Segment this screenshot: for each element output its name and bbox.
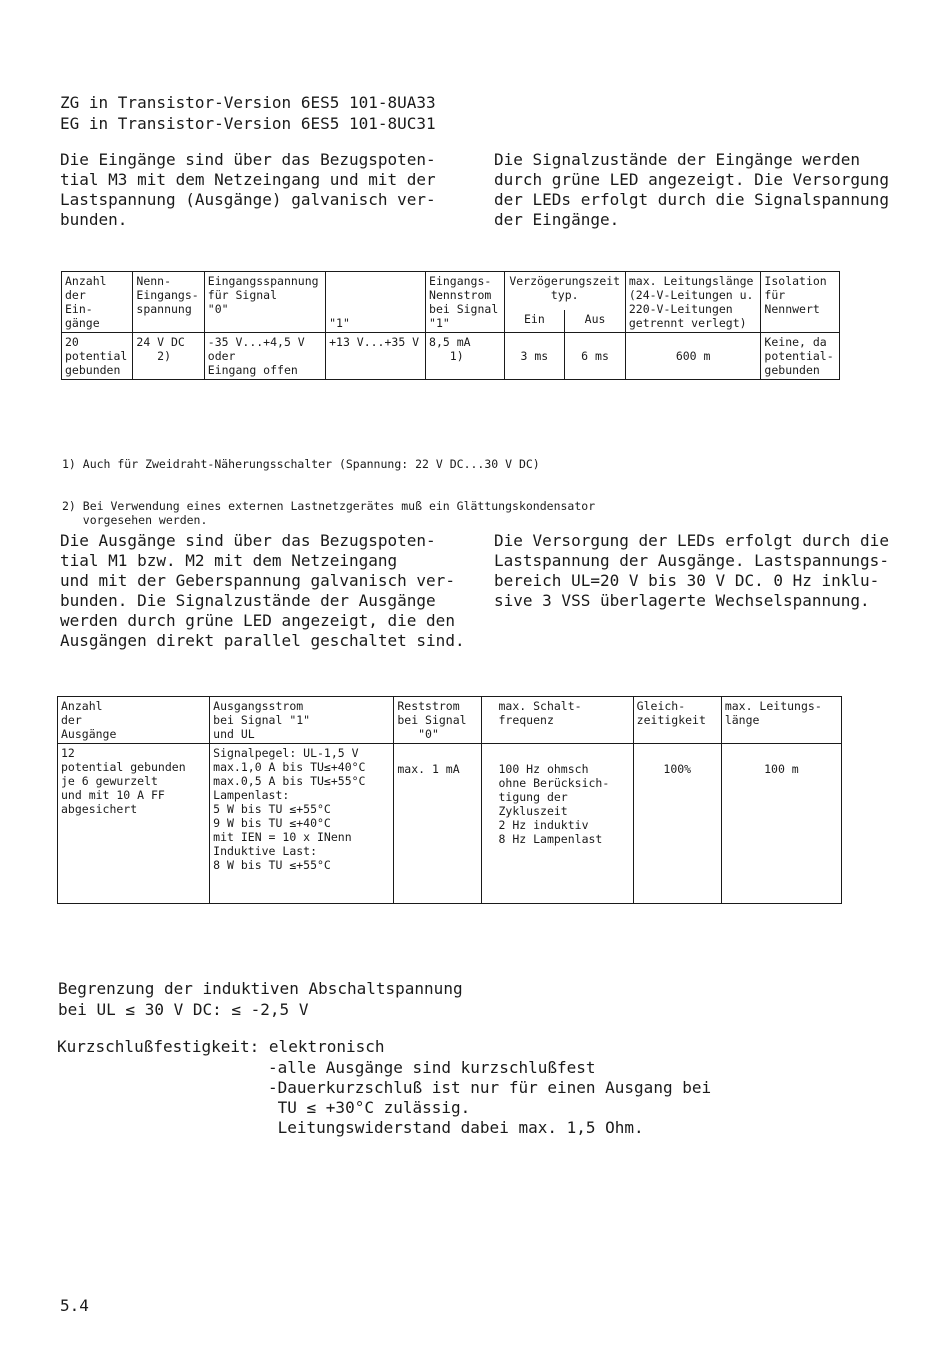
outputs-spec-table <box>57 696 842 904</box>
cell-leitungslaenge: 100 m <box>721 744 841 904</box>
col-header-reststrom: Reststrom bei Signal "0" <box>394 697 482 744</box>
cell-nennspannung: 24 V DC 2) <box>133 333 204 380</box>
col-header-anzahl: Anzahl der Ausgänge <box>58 697 210 744</box>
cell-ein: 3 ms <box>504 333 565 380</box>
col-header-ein: Ein <box>504 310 565 332</box>
cell-nennstrom: 8,5 mA 1) <box>426 333 505 380</box>
footnotes <box>62 429 595 541</box>
col-header-nennspannung: Nenn- Eingangs- spannung <box>133 272 204 333</box>
outputs-led-text: Die Versorgung der LEDs erfolgt durch die Lastspannung der Ausgänge. Lastspannungs- bereich UL=20 V bis 30 V DC. 0 Hz inklu- sive 3 VSS überlagerte Wechselspannung. <box>494 531 889 610</box>
col-header-signal-1: "1" <box>326 272 426 333</box>
short-circuit-items: -alle Ausgänge sind kurzschlußfest -Dauerkurzschluß ist nur für einen Ausgang bei TU ≤ +30°C zulässig. Leitungswiderstand dabei max. 1,5 Ohm. <box>268 1058 712 1137</box>
table-header-row <box>62 272 840 311</box>
col-header-verzoegerung: Verzögerungszeit typ. <box>504 272 625 311</box>
heading-line-1: ZG in Transistor-Version 6ES5 101-8UA33 <box>60 93 436 112</box>
cell-gleichzeitigkeit: 100% <box>633 744 721 904</box>
footnote-1: 1) Auch für Zweidraht-Näherungsschalter (Spannung: 22 V DC...30 V DC) <box>62 457 540 471</box>
cell-leitungslaenge: 600 m <box>625 333 761 380</box>
col-header-nennstrom: Eingangs- Nennstrom bei Signal "1" <box>426 272 505 333</box>
table-header-row <box>58 697 842 744</box>
short-circuit-label: Kurzschlußfestigkeit: elektronisch <box>57 1037 385 1056</box>
col-header-leitungslaenge: max. Leitungslänge (24-V-Leitungen u. 220-V-Leitungen getrennt verlegt) <box>625 272 761 333</box>
cell-ausgangsstrom: Signalpegel: UL-1,5 V max.1,0 A bis TU≤+40°C max.0,5 A bis TU≤+55°C Lampenlast: 5 W bis TU ≤+55°C 9 W bis TU ≤+40°C mit IEN = 10 x INenn Induktive Last: 8 W bis TU ≤+55°C <box>210 744 394 904</box>
col-header-aus: Aus <box>565 310 626 332</box>
cell-aus: 6 ms <box>565 333 626 380</box>
col-header-anzahl: Anzahl der Ein- gänge <box>62 272 133 333</box>
outputs-isolation-text: Die Ausgänge sind über das Bezugspoten- tial M1 bzw. M2 mit dem Netzeingang und mit der Geberspannung galvanisch ver- bunden. Die Signalzustände der Ausgänge werden durch grüne LED angezeigt, die den Ausgängen direkt parallel geschaltet sind. <box>60 531 465 650</box>
footnote-2: 2) Bei Verwendung eines externen Lastnetzgerätes muß ein Glättungskondensator vorgesehen werden. <box>62 499 596 527</box>
inputs-spec-table <box>61 271 840 380</box>
col-header-gleichzeitigkeit: Gleich- zeitigkeit <box>633 697 721 744</box>
col-header-ausgangsstrom: Ausgangsstrom bei Signal "1" und UL <box>210 697 394 744</box>
cell-reststrom: max. 1 mA <box>394 744 482 904</box>
cell-isolation: Keine, da potential- gebunden <box>761 333 840 380</box>
inputs-isolation-text: Die Eingänge sind über das Bezugspoten- tial M3 mit dem Netzeingang und mit der Lastspannung (Ausgänge) galvanisch ver- bunden. <box>60 150 436 229</box>
cell-signal-1: +13 V...+35 V <box>326 333 426 380</box>
voltage-limit-text: Begrenzung der induktiven Abschaltspannung bei UL ≤ 30 V DC: ≤ -2,5 V <box>58 979 463 1019</box>
table-row <box>58 744 842 904</box>
table-row <box>62 333 840 380</box>
cell-anzahl: 20 potential gebunden <box>62 333 133 380</box>
col-header-eingangsspannung: Eingangsspannung für Signal "0" <box>204 272 325 333</box>
document-heading <box>60 92 436 134</box>
cell-anzahl: 12 potential gebunden je 6 gewurzelt und mit 10 A FF abgesichert <box>58 744 210 904</box>
page-number: 5.4 <box>60 1296 89 1315</box>
col-header-isolation: Isolation für Nennwert <box>761 272 840 333</box>
cell-signal-0: -35 V...+4,5 V oder Eingang offen <box>204 333 325 380</box>
heading-line-2: EG in Transistor-Version 6ES5 101-8UC31 <box>60 114 436 133</box>
col-header-leitungslaenge: max. Leitungs- länge <box>721 697 841 744</box>
cell-schaltfrequenz: 100 Hz ohmsch ohne Berücksich- tigung der Zykluszeit 2 Hz induktiv 8 Hz Lampenlast <box>482 744 633 904</box>
col-header-schaltfrequenz: max. Schalt- frequenz <box>482 697 633 744</box>
inputs-led-text: Die Signalzustände der Eingänge werden durch grüne LED angezeigt. Die Versorgung der LEDs erfolgt durch die Signalspannung der Eingänge. <box>494 150 889 229</box>
